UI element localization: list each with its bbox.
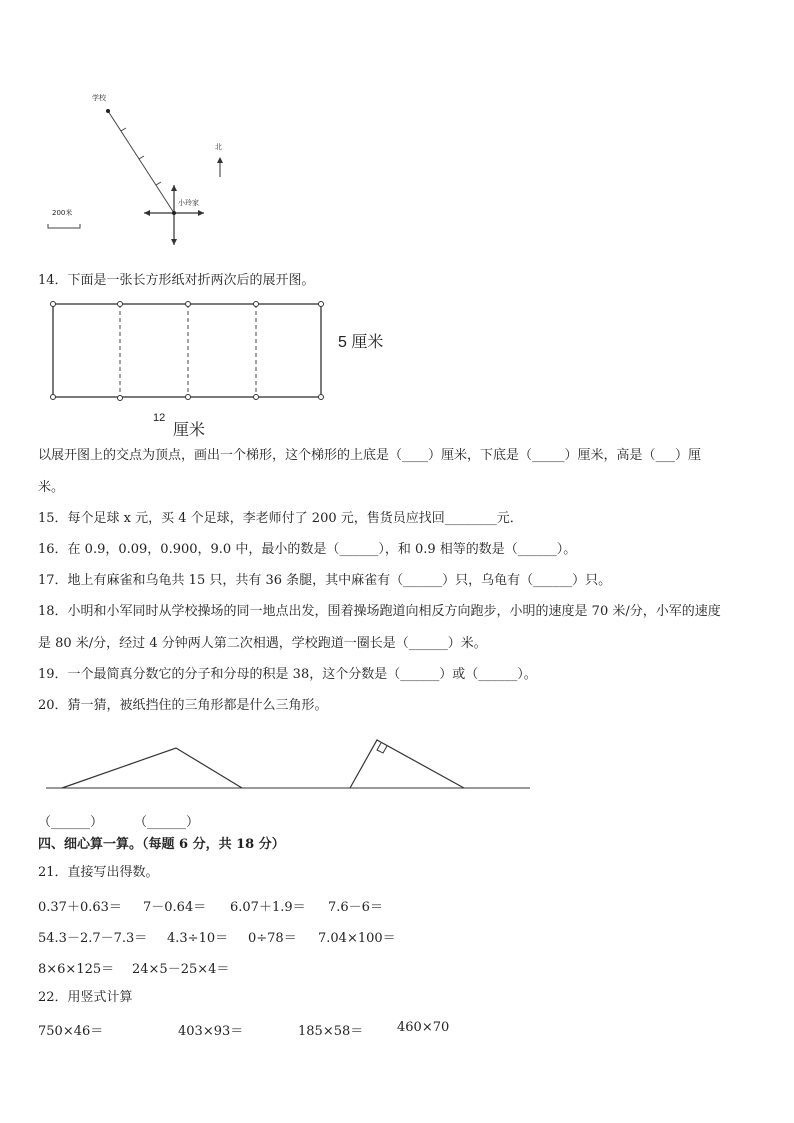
width-unit: 厘米 bbox=[173, 422, 206, 439]
q20-text: 20．猜一猜，被纸挡住的三角形都是什么三角形。 bbox=[38, 698, 328, 713]
q21-item: 0.37＋0.63＝ bbox=[38, 900, 122, 915]
q22-item: 460×70 bbox=[397, 1020, 450, 1035]
q21-item: 24×5－25×4＝ bbox=[132, 962, 230, 977]
north-label: 北 bbox=[215, 143, 222, 151]
width-number: 12 bbox=[153, 412, 166, 424]
q18-line1: 18．小明和小军同时从学校操场的同一地点出发，围着操场跑道向相反方向跑步，小明的速度是 70 米/分，小军的速度 bbox=[38, 604, 721, 619]
school-label: 学校 bbox=[92, 94, 106, 102]
q21-item: 7.04×100＝ bbox=[318, 931, 396, 946]
q21-item: 0÷78＝ bbox=[248, 931, 297, 946]
q18-line2: 是 80 米/分，经过 4 分钟两人第二次相遇，学校跑道一圈长是（______）米。 bbox=[38, 636, 487, 651]
q21-item: 8×6×125＝ bbox=[38, 962, 115, 977]
q14-question-line2: 米。 bbox=[38, 480, 65, 495]
q14-question-line1: 以展开图上的交点为顶点，画出一个梯形，这个梯形的上底是（____）厘米，下底是（_____）厘米，高是（___）厘 bbox=[38, 448, 702, 463]
q17-text: 17．地上有麻雀和乌龟共 15 只，共有 36 条腿，其中麻雀有（______）只，乌龟有（______）只。 bbox=[38, 573, 612, 588]
q15-text: 15．每个足球 x 元，买 4 个足球，李老师付了 200 元，售货员应找回________元． bbox=[38, 511, 523, 526]
q19-text: 19．一个最简真分数它的分子和分母的积是 38，这个分数是（______）或（______）。 bbox=[38, 667, 537, 682]
home-label: 小玲家 bbox=[178, 199, 199, 207]
q21-item: 7－0.64＝ bbox=[143, 900, 207, 915]
q21-item: 7.6－6＝ bbox=[328, 900, 383, 915]
q21-item: 6.07＋1.9＝ bbox=[230, 900, 306, 915]
q16-text: 16．在 0.9，0.09，0.900，9.0 中，最小的数是（______），和 0.9 相等的数是（______）。 bbox=[38, 542, 577, 557]
section4-heading: 四、细心算一算。（每题 6 分，共 18 分） bbox=[38, 837, 285, 852]
height-label: 5 厘米 bbox=[338, 334, 384, 351]
q21-item: 4.3÷10＝ bbox=[167, 931, 229, 946]
q21-item: 54.3－2.7－7.3＝ bbox=[38, 931, 148, 946]
q14-text: 14．下面是一张长方形纸对折两次后的展开图。 bbox=[38, 273, 315, 288]
triangles-figure bbox=[40, 735, 535, 795]
q22-item: 750×46＝ bbox=[38, 1024, 104, 1039]
q20-blank-1: （______） bbox=[38, 815, 104, 830]
q21-text: 21．直接写出得数。 bbox=[38, 865, 159, 880]
q22-text: 22．用竖式计算 bbox=[38, 990, 133, 1005]
scale-label: 200米 bbox=[52, 209, 73, 217]
q20-blank-2: （______） bbox=[134, 815, 200, 830]
unfolded-rectangle-figure bbox=[44, 298, 334, 406]
q22-item: 185×58＝ bbox=[298, 1024, 364, 1039]
q22-item: 403×93＝ bbox=[178, 1024, 244, 1039]
map-figure bbox=[40, 85, 240, 250]
